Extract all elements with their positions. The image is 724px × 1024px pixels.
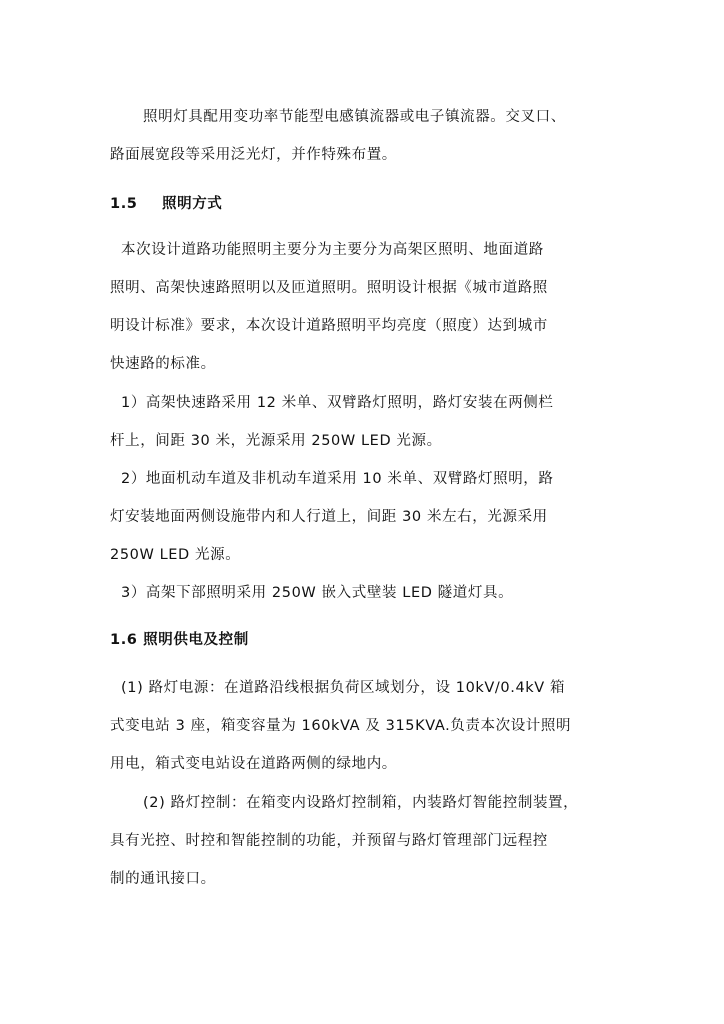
paragraph-line: 照明、高架快速路照明以及匝道照明。照明设计根据《城市道路照 [110,280,548,296]
list-item-line: 2）地面机动车道及非机动车道采用 10 米单、双臂路灯照明，路 [121,471,554,487]
list-item-line: 3）高架下部照明采用 250W 嵌入式壁装 LED 隧道灯具。 [121,585,514,601]
list-item-line: 1）高架快速路采用 12 米单、双臂路灯照明，路灯安装在两侧栏 [121,395,554,411]
list-item-line: 250W LED 光源。 [110,547,241,563]
paragraph-line: 制的通讯接口。 [110,871,216,887]
paragraph-line: 式变电站 3 座，箱变容量为 160kVA 及 315KVA.负责本次设计照明 [110,718,572,734]
list-item-line: 杆上，间距 30 米，光源采用 250W LED 光源。 [110,433,442,449]
paragraph-line: 本次设计道路功能照明主要分为主要分为高架区照明、地面道路 [121,242,544,258]
paragraph-line: 具有光控、时控和智能控制的功能，并预留与路灯管理部门远程控 [110,833,548,849]
paragraph-line: (1) 路灯电源：在道路沿线根据负荷区域划分，设 10kV/0.4kV 箱 [121,680,566,696]
paragraph-line: (2) 路灯控制：在箱变内设路灯控制箱，内装路灯智能控制装置， [143,795,579,811]
paragraph-line: 路面展宽段等采用泛光灯，并作特殊布置。 [110,147,397,163]
section-number: 1.5 [110,196,138,212]
paragraph-line: 用电，箱式变电站设在道路两侧的绿地内。 [110,756,397,772]
paragraph-line: 快速路的标准。 [110,356,216,372]
list-item-line: 灯安装地面两侧设施带内和人行道上，间距 30 米左右，光源采用 [110,509,548,525]
section-heading-1-6: 1.6 照明供电及控制 [110,632,249,648]
section-heading-1-5 [110,194,222,214]
paragraph-line: 明设计标准》要求，本次设计道路照明平均亮度（照度）达到城市 [110,318,548,334]
section-title: 照明方式 [162,196,223,212]
paragraph-line: 照明灯具配用变功率节能型电感镇流器或电子镇流器。交叉口、 [143,109,566,125]
